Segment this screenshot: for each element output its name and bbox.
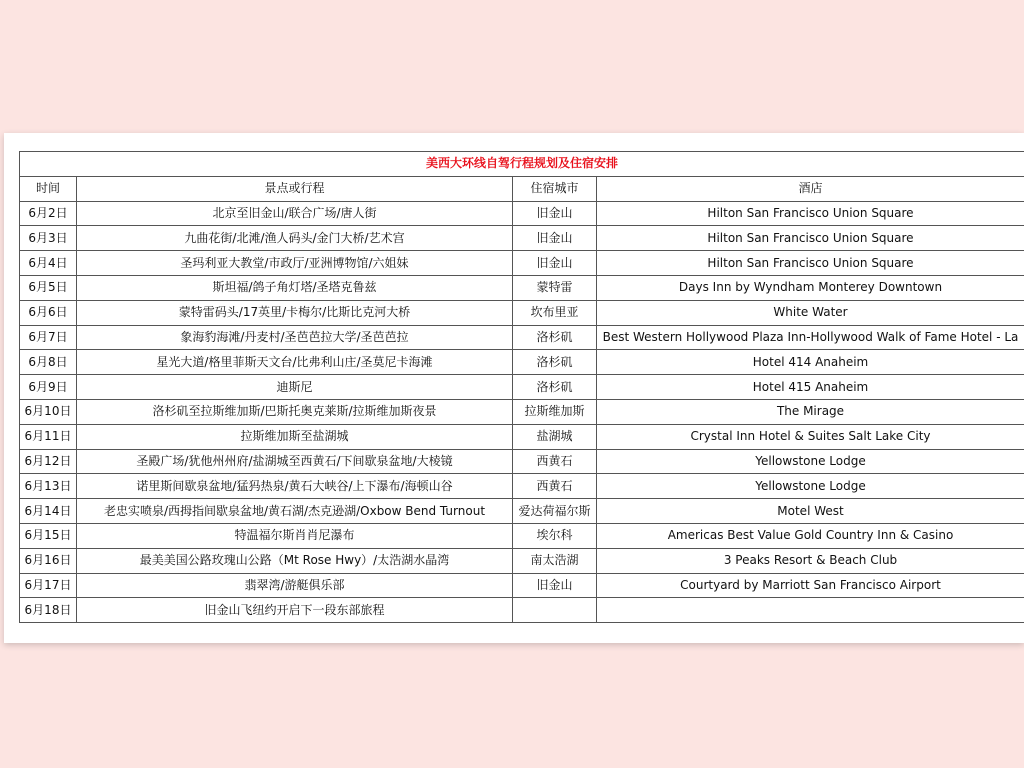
cell-date: 6月17日	[20, 573, 77, 598]
cell-hotel: Americas Best Value Gold Country Inn & Casino	[597, 523, 1024, 548]
cell-sights: 圣殿广场/犹他州州府/盐湖城至西黄石/下间歇泉盆地/大棱镜	[77, 449, 513, 474]
cell-city: 南太浩湖	[513, 548, 597, 573]
cell-city: 旧金山	[513, 251, 597, 276]
cell-date: 6月6日	[20, 300, 77, 325]
cell-hotel: The Mirage	[597, 399, 1024, 424]
cell-sights: 象海豹海滩/丹麦村/圣芭芭拉大学/圣芭芭拉	[77, 325, 513, 350]
header-date: 时间	[20, 176, 77, 201]
cell-sights: 星光大道/格里菲斯天文台/比弗利山庄/圣莫尼卡海滩	[77, 350, 513, 375]
table-row	[20, 375, 1024, 400]
cell-date: 6月3日	[20, 226, 77, 251]
cell-city: 洛杉矶	[513, 375, 597, 400]
cell-sights: 翡翠湾/游艇俱乐部	[77, 573, 513, 598]
cell-date: 6月13日	[20, 474, 77, 499]
cell-sights: 迪斯尼	[77, 375, 513, 400]
cell-date: 6月15日	[20, 523, 77, 548]
table-row	[20, 424, 1024, 449]
cell-city: 旧金山	[513, 226, 597, 251]
table-title: 美西大环线自驾行程规划及住宿安排	[20, 152, 1024, 177]
cell-city	[513, 598, 597, 623]
cell-hotel: Hilton San Francisco Union Square	[597, 226, 1024, 251]
cell-city: 旧金山	[513, 201, 597, 226]
cell-date: 6月10日	[20, 399, 77, 424]
header-sights: 景点或行程	[77, 176, 513, 201]
cell-date: 6月5日	[20, 275, 77, 300]
cell-hotel: Crystal Inn Hotel & Suites Salt Lake City	[597, 424, 1024, 449]
cell-hotel: Yellowstone Lodge	[597, 449, 1024, 474]
table-row	[20, 325, 1024, 350]
header-row	[20, 176, 1024, 201]
cell-sights: 北京至旧金山/联合广场/唐人街	[77, 201, 513, 226]
cell-hotel: Yellowstone Lodge	[597, 474, 1024, 499]
table-row	[20, 251, 1024, 276]
cell-sights: 斯坦福/鸽子角灯塔/圣塔克鲁兹	[77, 275, 513, 300]
table-row	[20, 523, 1024, 548]
cell-hotel: Hilton San Francisco Union Square	[597, 201, 1024, 226]
cell-date: 6月18日	[20, 598, 77, 623]
cell-city: 洛杉矶	[513, 350, 597, 375]
table-row	[20, 573, 1024, 598]
table-row	[20, 226, 1024, 251]
cell-hotel: Hotel 414 Anaheim	[597, 350, 1024, 375]
cell-date: 6月4日	[20, 251, 77, 276]
cell-sights: 九曲花街/北滩/渔人码头/金门大桥/艺术宫	[77, 226, 513, 251]
header-city: 住宿城市	[513, 176, 597, 201]
cell-city: 坎布里亚	[513, 300, 597, 325]
cell-date: 6月16日	[20, 548, 77, 573]
cell-hotel: Hilton San Francisco Union Square	[597, 251, 1024, 276]
table-row	[20, 350, 1024, 375]
cell-sights: 诺里斯间歇泉盆地/猛犸热泉/黄石大峡谷/上下瀑布/海顿山谷	[77, 474, 513, 499]
table-body	[20, 201, 1024, 623]
cell-hotel: Best Western Hollywood Plaza Inn-Hollywood Walk of Fame Hotel - La	[597, 325, 1024, 350]
cell-city: 埃尔科	[513, 523, 597, 548]
cell-date: 6月11日	[20, 424, 77, 449]
cell-hotel: Days Inn by Wyndham Monterey Downtown	[597, 275, 1024, 300]
table-row	[20, 399, 1024, 424]
cell-sights: 圣玛利亚大教堂/市政厅/亚洲博物馆/六姐妹	[77, 251, 513, 276]
cell-hotel: Hotel 415 Anaheim	[597, 375, 1024, 400]
spreadsheet-page	[4, 133, 1024, 643]
cell-sights: 最美美国公路玫瑰山公路（Mt Rose Hwy）/太浩湖水晶湾	[77, 548, 513, 573]
cell-date: 6月7日	[20, 325, 77, 350]
cell-city: 洛杉矶	[513, 325, 597, 350]
cell-hotel: Courtyard by Marriott San Francisco Airport	[597, 573, 1024, 598]
cell-city: 西黄石	[513, 474, 597, 499]
itinerary-table	[19, 151, 1024, 623]
cell-sights: 旧金山飞纽约开启下一段东部旅程	[77, 598, 513, 623]
cell-sights: 老忠实喷泉/西拇指间歇泉盆地/黄石湖/杰克逊湖/Oxbow Bend Turnout	[77, 499, 513, 524]
cell-sights: 蒙特雷码头/17英里/卡梅尔/比斯比克河大桥	[77, 300, 513, 325]
cell-date: 6月12日	[20, 449, 77, 474]
table-row	[20, 449, 1024, 474]
table-row	[20, 275, 1024, 300]
cell-date: 6月2日	[20, 201, 77, 226]
cell-city: 旧金山	[513, 573, 597, 598]
cell-hotel: Motel West	[597, 499, 1024, 524]
cell-date: 6月14日	[20, 499, 77, 524]
cell-hotel	[597, 598, 1024, 623]
table-row	[20, 300, 1024, 325]
table-row	[20, 598, 1024, 623]
table-row	[20, 548, 1024, 573]
table-row	[20, 499, 1024, 524]
cell-city: 蒙特雷	[513, 275, 597, 300]
cell-date: 6月9日	[20, 375, 77, 400]
cell-sights: 拉斯维加斯至盐湖城	[77, 424, 513, 449]
cell-sights: 特温福尔斯肖肖尼瀑布	[77, 523, 513, 548]
cell-city: 西黄石	[513, 449, 597, 474]
cell-sights: 洛杉矶至拉斯维加斯/巴斯托奥克莱斯/拉斯维加斯夜景	[77, 399, 513, 424]
title-row	[20, 152, 1024, 177]
header-hotel: 酒店	[597, 176, 1024, 201]
cell-hotel: White Water	[597, 300, 1024, 325]
cell-hotel: 3 Peaks Resort & Beach Club	[597, 548, 1024, 573]
cell-date: 6月8日	[20, 350, 77, 375]
cell-city: 拉斯维加斯	[513, 399, 597, 424]
table-row	[20, 201, 1024, 226]
cell-city: 盐湖城	[513, 424, 597, 449]
cell-city: 爱达荷福尔斯	[513, 499, 597, 524]
table-row	[20, 474, 1024, 499]
